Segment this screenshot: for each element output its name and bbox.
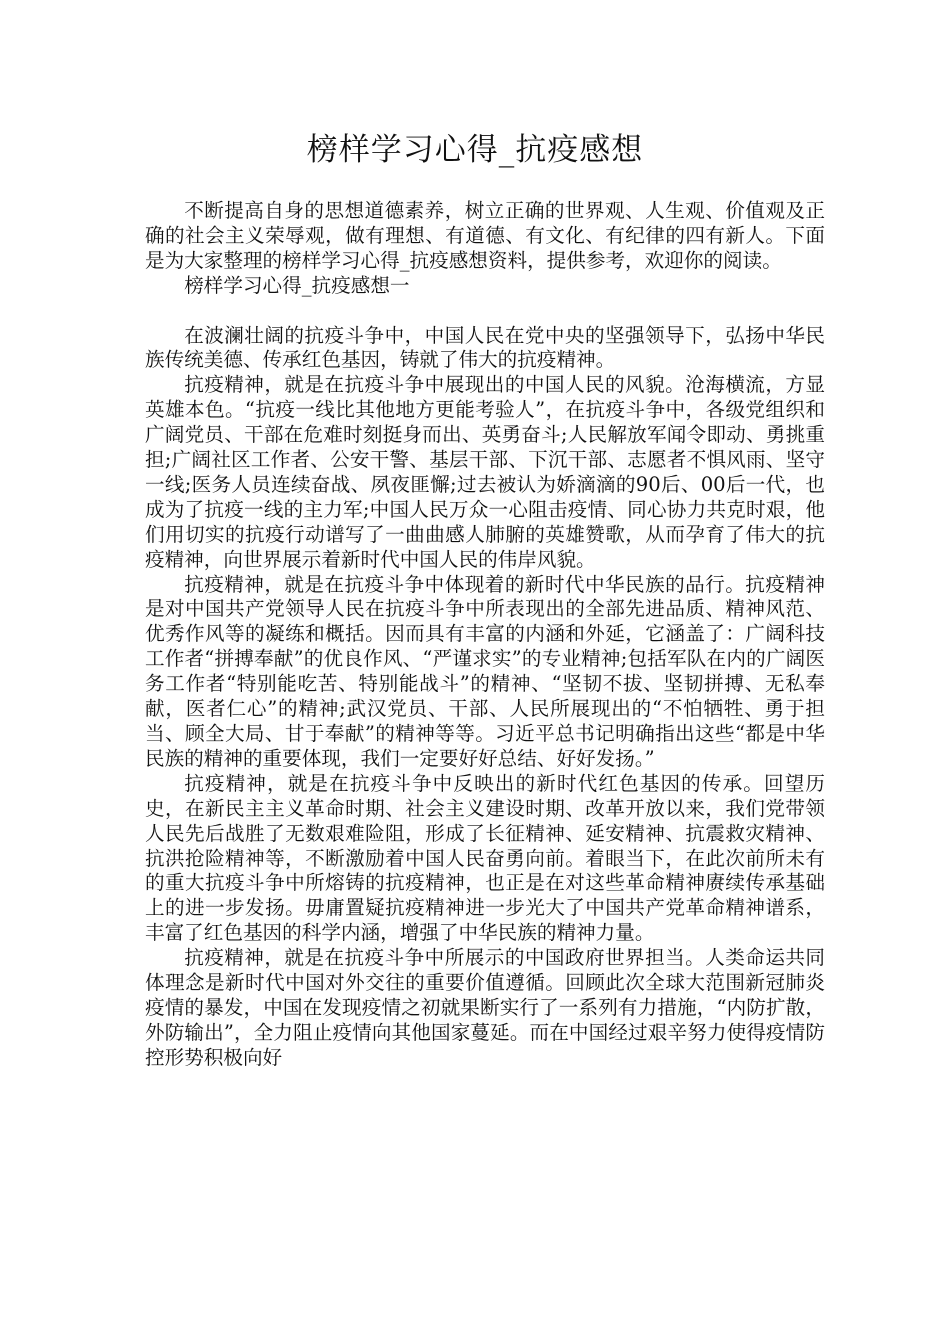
- intro-paragraph: 不断提高自身的思想道德素养，树立正确的世界观、人生观、价值观及正确的社会主义荣辱观，做有理想、有道德、有文化、有纪律的四有新人。下面是为大家整理的榜样学习心得_抗疫感想资料，提供参考，欢迎你的阅读。: [145, 199, 825, 272]
- body-paragraph-2: 抗疫精神，就是在抗疫斗争中展现出的中国人民的风貌。沧海横流，方显英雄本色。“抗疫一线比其他地方更能考验人”，在抗疫斗争中，各级党组织和广阔党员、干部在危难时刻挺身而出、英勇奋斗;人民解放军闻令即动、勇挑重担;广阔社区工作者、公安干警、基层干部、下沉干部、志愿者不惧风雨、坚守一线;医务人员连续奋战、夙夜匪懈;过去被认为娇滴滴的90后、00后一代，也成为了抗疫一线的主力军;中国人民万众一心阻击疫情、同心协力共克时艰，他们用切实的抗疫行动谱写了一曲曲感人肺腑的英雄赞歌，从而孕育了伟大的抗疫精神，向世界展示着新时代中国人民的伟岸风貌。: [145, 373, 825, 571]
- body-paragraph-1: 在波澜壮阔的抗疫斗争中，中国人民在党中央的坚强领导下，弘扬中华民族传统美德、传承红色基因，铸就了伟大的抗疫精神。: [145, 323, 825, 372]
- document-title: 榜样学习心得_抗疫感想: [306, 132, 644, 168]
- body-paragraph-5: 抗疫精神，就是在抗疫斗争中所展示的中国政府世界担当。人类命运共同体理念是新时代中国对外交往的重要价值遵循。回顾此次全球大范围新冠肺炎疫情的暴发，中国在发现疫情之初就果断实行了一系列有力措施，“内防扩散，外防输出”，全力阻止疫情向其他国家蔓延。而在中国经过艰辛努力使得疫情防控形势积极向好: [145, 946, 825, 1069]
- blank-line: [145, 299, 825, 324]
- section-heading: 榜样学习心得_抗疫感想一: [184, 273, 410, 297]
- body-paragraph-3: 抗疫精神，就是在抗疫斗争中体现着的新时代中华民族的品行。抗疫精神是对中国共产党领导人民在抗疫斗争中所表现出的全部先进品质、精神风范、优秀作风等的凝练和概括。因而具有丰富的内涵和外延，它涵盖了：广阔科技工作者“拼搏奉献”的优良作风、“严谨求实”的专业精神;包括军队在内的广阔医务工作者“特别能吃苦、特别能战斗”的精神、“坚韧不拔、坚韧拼搏、无私奉献，医者仁心”的精神;武汉党员、干部、人民所展现出的“不怕牺牲、勇于担当、顾全大局、甘于奉献”的精神等等。习近平总书记明确指出这些“都是中华民族的精神的重要体现，我们一定要好好总结、好好发扬。”: [145, 572, 825, 770]
- document-body: [145, 199, 825, 1071]
- body-paragraph-4: 抗疫精神，就是在抗疫斗争中反映出的新时代红色基因的传承。回望历史，在新民主主义革命时期、社会主义建设时期、改革开放以来，我们党带领人民先后战胜了无数艰难险阻，形成了长征精神、延安精神、抗震救灾精神、抗洪抢险精神等，不断激励着中国人民奋勇向前。着眼当下，在此次前所未有的重大抗疫斗争中所熔铸的抗疫精神，也正是在对这些革命精神赓续传承基础上的进一步发扬。毋庸置疑抗疫精神进一步光大了中国共产党革命精神谱系，丰富了红色基因的科学内涵，增强了中华民族的精神力量。: [145, 771, 825, 945]
